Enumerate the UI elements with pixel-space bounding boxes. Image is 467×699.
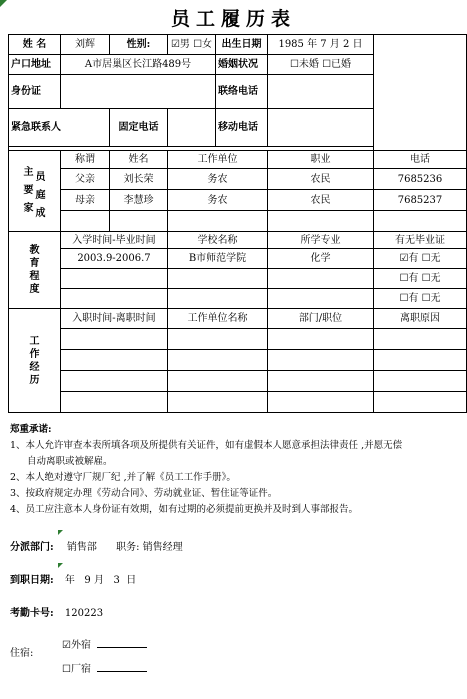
family-cell[interactable]: 母亲 (61, 190, 110, 211)
name-label: 姓 名 (9, 35, 61, 55)
education-cell[interactable] (268, 289, 374, 309)
green-marker (58, 563, 63, 568)
family-header: 工作单位 (168, 151, 268, 169)
education-cell[interactable] (268, 269, 374, 289)
date-value[interactable]: 年 9 月 3 日 (64, 575, 137, 586)
work-cell[interactable] (168, 350, 268, 371)
family-cell[interactable]: 7685237 (374, 190, 467, 211)
id-label: 身份证 (9, 75, 61, 109)
lodging-out-option[interactable]: ☑外宿 (62, 636, 147, 651)
phone-label: 联络电话 (216, 75, 268, 109)
work-header: 离职原因 (374, 309, 467, 329)
education-cell[interactable]: 化学 (268, 249, 374, 269)
mobile-label: 移动电话 (216, 109, 268, 147)
work-cell[interactable] (268, 350, 374, 371)
work-cell[interactable] (268, 392, 374, 413)
education-header: 入学时间-毕业时间 (61, 232, 168, 249)
family-section-label: 主 要 家 员 庭 成 (9, 151, 61, 232)
work-cell[interactable] (61, 392, 168, 413)
family-header: 职业 (268, 151, 374, 169)
phone-value[interactable] (268, 75, 374, 109)
education-cell[interactable]: B市师范学院 (168, 249, 268, 269)
pledge-item: 自动离职或被解雇。 (27, 456, 113, 467)
work-cell[interactable] (374, 371, 467, 392)
diploma-checkbox[interactable]: ☐有 ☐无 (374, 289, 467, 309)
pledge-section (10, 422, 460, 518)
page-title: 员工履历表 (170, 8, 296, 30)
education-header: 所学专业 (268, 232, 374, 249)
family-cell[interactable]: 李慧珍 (110, 190, 168, 211)
name-value[interactable]: 刘辉 (61, 35, 110, 55)
education-cell[interactable] (168, 269, 268, 289)
education-cell[interactable] (61, 289, 168, 309)
address-value[interactable]: A市居巢区长江路489号 (61, 55, 216, 75)
family-cell[interactable] (168, 211, 268, 232)
job-label: 职务: (116, 542, 140, 553)
education-section-label: 教 育 程 度 (9, 232, 61, 309)
dept-value[interactable]: 销售部 (66, 542, 97, 553)
family-header: 姓名 (110, 151, 168, 169)
work-cell[interactable] (268, 371, 374, 392)
card-value[interactable]: 120223 (64, 608, 104, 619)
card-row (10, 604, 103, 619)
work-cell[interactable] (61, 329, 168, 350)
fixed-phone-value[interactable] (168, 109, 216, 147)
work-header: 入职时间-离职时间 (61, 309, 168, 329)
diploma-checkbox[interactable]: ☐有 ☐无 (374, 269, 467, 289)
card-label: 考勤卡号: (10, 608, 54, 619)
family-cell[interactable]: 务农 (168, 190, 268, 211)
id-value[interactable] (61, 75, 216, 109)
family-cell[interactable] (110, 211, 168, 232)
family-cell[interactable]: 农民 (268, 169, 374, 190)
address-label: 户口地址 (9, 55, 61, 75)
family-cell[interactable] (61, 211, 110, 232)
diploma-checkbox[interactable]: ☑有 ☐无 (374, 249, 467, 269)
mobile-value[interactable] (268, 109, 374, 147)
work-header: 部门/职位 (268, 309, 374, 329)
pledge-heading: 郑重承诺: (10, 424, 52, 435)
pledge-item: 3、按政府规定办理《劳动合同》、劳动就业证、暂住证等证件。 (10, 488, 278, 499)
work-cell[interactable] (168, 371, 268, 392)
education-header: 学校名称 (168, 232, 268, 249)
marital-label: 婚姻状况 (216, 55, 268, 75)
family-header: 称谓 (61, 151, 110, 169)
work-cell[interactable] (374, 392, 467, 413)
birth-value[interactable]: 1985 年 7 月 2 日 (268, 35, 374, 55)
family-cell[interactable]: 务农 (168, 169, 268, 190)
pledge-item: 1、本人允许审查本表所填各项及所提供有关证件，如有虚假本人愿意承担法律责任 ,并愿无偿 (10, 440, 403, 451)
date-row (10, 571, 136, 586)
dept-row (10, 538, 183, 553)
birth-label: 出生日期 (216, 35, 268, 55)
work-cell[interactable] (268, 329, 374, 350)
date-label: 到职日期: (10, 575, 54, 586)
education-cell[interactable] (61, 269, 168, 289)
work-cell[interactable] (61, 350, 168, 371)
lodging-label: 住宿: (10, 648, 34, 659)
family-cell[interactable] (268, 211, 374, 232)
lodging-in-option[interactable]: ☐厂宿 (62, 660, 147, 675)
work-section-label: 工 作 经 历 (9, 309, 61, 413)
pledge-item: 2、本人绝对遵守厂规厂纪 ,并了解《员工工作手册》。 (10, 472, 236, 483)
family-cell[interactable]: 7685236 (374, 169, 467, 190)
gender-label: 性别: (110, 35, 168, 55)
dept-label: 分派部门: (10, 542, 54, 553)
family-header: 电话 (374, 151, 467, 169)
education-cell[interactable] (168, 289, 268, 309)
family-cell[interactable]: 农民 (268, 190, 374, 211)
family-cell[interactable]: 父亲 (61, 169, 110, 190)
gender-value[interactable]: ☑男 ☐女 (168, 35, 216, 55)
marital-value[interactable]: ☐未婚 ☐已婚 (268, 55, 374, 75)
education-cell[interactable]: 2003.9-2006.7 (61, 249, 168, 269)
work-cell[interactable] (374, 350, 467, 371)
education-header: 有无毕业证 (374, 232, 467, 249)
photo-cell (374, 35, 467, 151)
family-cell[interactable]: 刘长荣 (110, 169, 168, 190)
work-cell[interactable] (374, 329, 467, 350)
resume-table (8, 34, 467, 413)
work-cell[interactable] (61, 371, 168, 392)
work-header: 工作单位名称 (168, 309, 268, 329)
fixed-phone-label: 固定电话 (110, 109, 168, 147)
pledge-item: 4、员工应注意本人身份证有效期，如有过期的必须提前更换并及时到人事部报告。 (10, 504, 359, 515)
work-cell[interactable] (168, 329, 268, 350)
work-cell[interactable] (168, 392, 268, 413)
job-value[interactable]: 销售经理 (142, 542, 183, 553)
family-cell[interactable] (374, 211, 467, 232)
emergency-label: 紧急联系人 (9, 109, 110, 147)
green-marker (58, 530, 63, 535)
